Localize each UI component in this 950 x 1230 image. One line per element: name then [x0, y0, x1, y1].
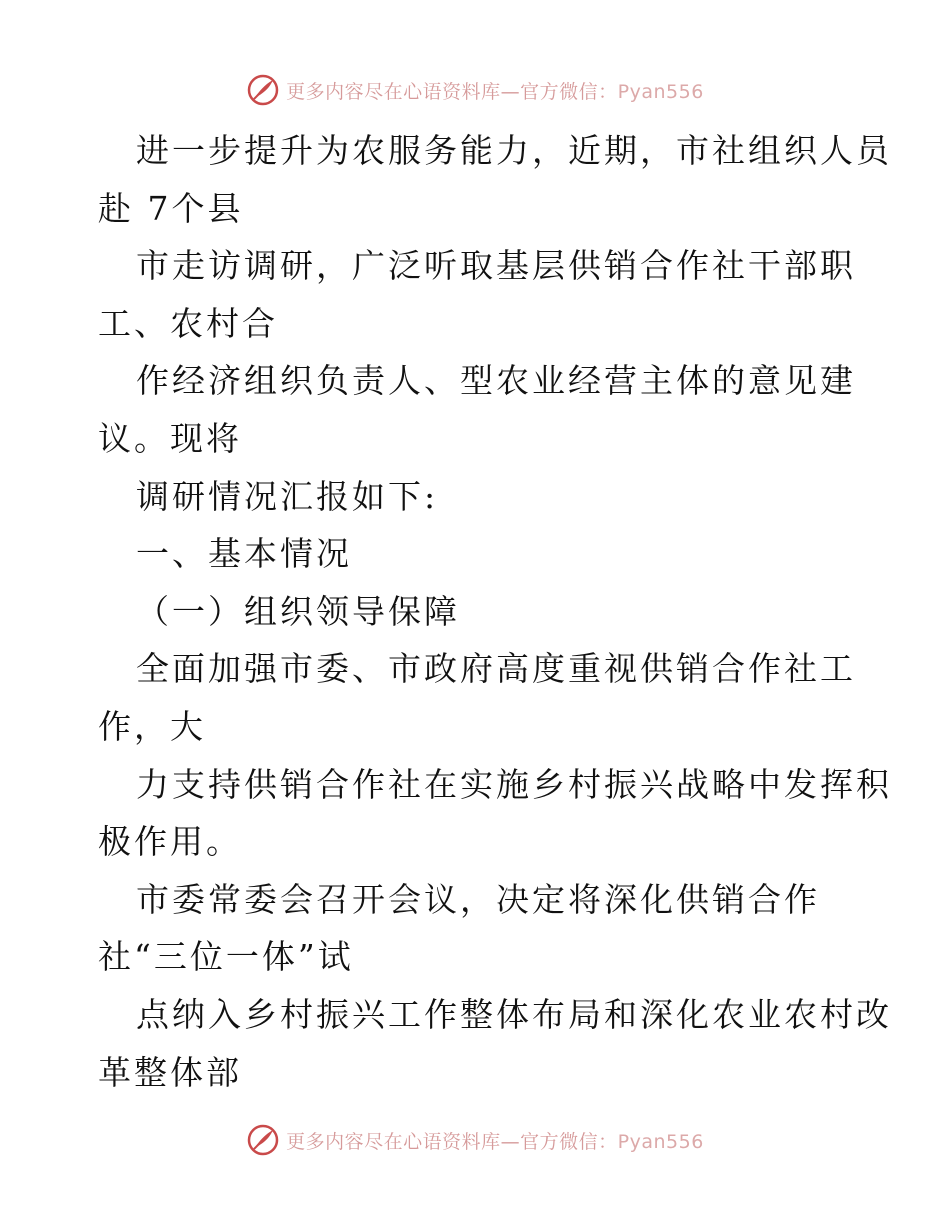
text-line: 市走访调研，广泛听取基层供销合作社干部职 [136, 246, 856, 286]
header-watermark [0, 70, 950, 110]
text-line: 社“三位一体”试 [98, 937, 354, 977]
watermark-text [286, 1127, 704, 1154]
text-line: 调研情况汇报如下: [136, 476, 439, 516]
feather-pen-logo-icon [246, 1123, 280, 1157]
text-line: 进一步提升为农服务能力，近期，市社组织人员 [136, 131, 892, 170]
text-line: 点纳入乡村振兴工作整体布局和深化农业农村改 [136, 994, 892, 1034]
text-line: 赴 7个县 [98, 188, 244, 228]
subsection-heading: （一）组织领导保障 [136, 591, 460, 631]
text-line: 革整体部 [98, 1052, 242, 1092]
footer-watermark [0, 1120, 950, 1160]
watermark-text [286, 77, 704, 104]
text-line: 力支持供销合作社在实施乡村振兴战略中发挥积 [136, 764, 892, 804]
watermark-wechat-id: Pyan556 [617, 80, 704, 103]
text-line: 作经济组织负责人、型农业经营主体的意见建 [136, 361, 856, 401]
text-line: 全面加强市委、市政府高度重视供销合作社工 [136, 649, 856, 689]
text-line: 市委常委会召开会议，决定将深化供销合作 [136, 879, 820, 919]
text-line: 工、农村合 [98, 303, 278, 343]
text-line: 议。现将 [98, 418, 242, 458]
section-heading: 一、基本情况 [136, 534, 352, 574]
feather-pen-logo-icon [246, 73, 280, 107]
watermark-text-cn: 更多内容尽在心语资料库—官方微信： [286, 1130, 618, 1153]
document-body [98, 122, 892, 1101]
text-line: 极作用。 [98, 822, 242, 862]
watermark-text-cn: 更多内容尽在心语资料库—官方微信： [286, 80, 618, 103]
watermark-wechat-id: Pyan556 [617, 1130, 704, 1153]
text-line: 作，大 [98, 706, 206, 746]
